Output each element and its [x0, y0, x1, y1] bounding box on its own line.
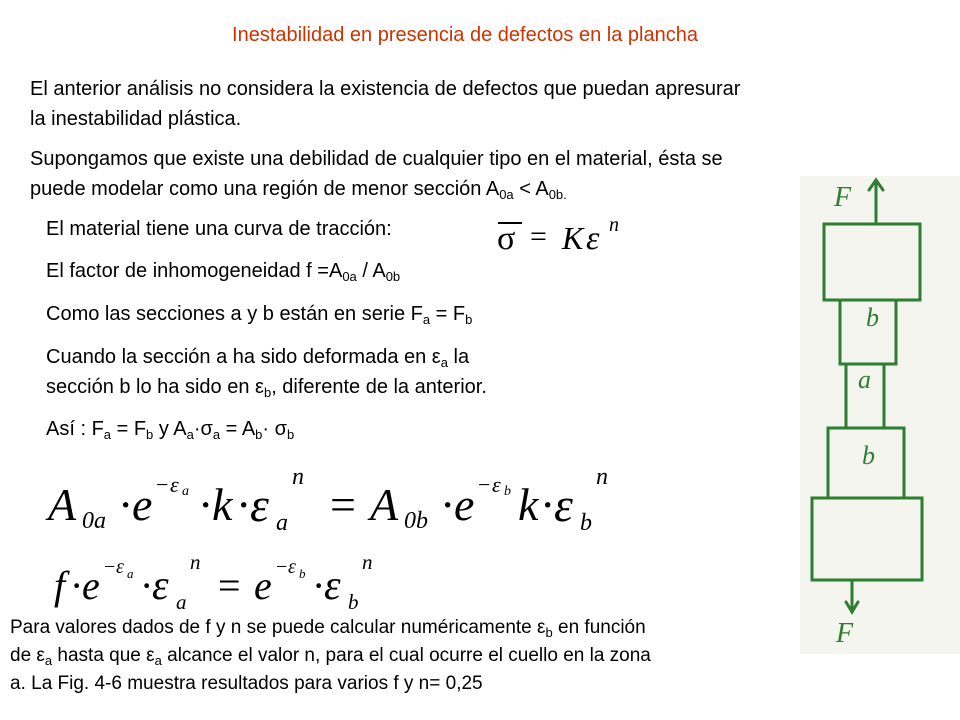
conclusion-line-1: Para valores dados de f y n se puede calcular numéricamente $\varepsilon_b$ en función [10, 617, 646, 640]
equals-sign: = [530, 220, 547, 253]
deformation-line-2: sección b lo ha sido en $\varepsilon_b$, diferente de la anterior. [46, 376, 487, 400]
item-inhomogeneity-factor: El factor de inhomogeneidad $f =A_{0a} / A_{0b}$ [46, 260, 401, 284]
item-flow-curve: El material tiene una curva de tracción: [46, 218, 392, 240]
force-label-top: F [834, 182, 852, 213]
intro-paragraph [30, 74, 740, 134]
exponent-n: n [609, 214, 619, 236]
deformation-line-1: Cuando la sección a ha sido deformada en $\varepsilon_a$ la [46, 346, 470, 370]
force-label-bottom: F [836, 618, 854, 649]
item-deformation [46, 342, 487, 402]
specimen-sketch [800, 176, 960, 654]
section-label-b-lower: b [862, 441, 875, 470]
intro-line-1: El anterior análisis no considera la existencia de defectos que puedan apresurar [30, 78, 741, 100]
assumption-line-1: Supongamos que existe una debilidad de cualquier tipo en el material, ésta se [30, 148, 723, 170]
page-title: Inestabilidad en presencia de defectos en la plancha [232, 24, 698, 46]
flow-curve-equation [492, 214, 642, 262]
epsilon-symbol: ε [586, 220, 600, 257]
sigma-symbol: σ [497, 220, 516, 257]
conclusion-line-3: a. La Fig. 4-6 muestra resultados para varios f y n= 0,25 [10, 673, 483, 694]
intro-line-2: la inestabilidad plástica. [30, 108, 242, 130]
specimen-sketch-drawing [800, 176, 960, 654]
item-force-balance: Así : $F_a = F_b$ y $A_a\cdot\sigma_a = A_b\cdot \sigma_b$ [46, 418, 295, 442]
section-label-b-upper: b [866, 303, 879, 332]
item-series-sections: Como las secciones a y b están en serie $F_a = F_b$ [46, 303, 473, 327]
conclusion-paragraph [10, 614, 651, 698]
k-constant: K [562, 220, 584, 256]
conclusion-line-2: de $\varepsilon_a$ hasta que $\varepsilon_a$ alcance el valor n, para el cual ocurre el cuello en la zona [10, 645, 651, 668]
assumption-paragraph [30, 144, 723, 204]
assumption-line-2: puede modelar como una región de menor sección $A_{0a} < A_{0b.}$ [30, 178, 567, 202]
force-equality-equation: A 0a · e − ε a · k · ε a n = A 0b · e − ε b k · ε b n [48, 464, 608, 536]
inhomogeneity-equation: f · e − ε a · ε a n = e − ε b · ε b n [54, 550, 373, 614]
section-label-a: a [858, 365, 871, 394]
